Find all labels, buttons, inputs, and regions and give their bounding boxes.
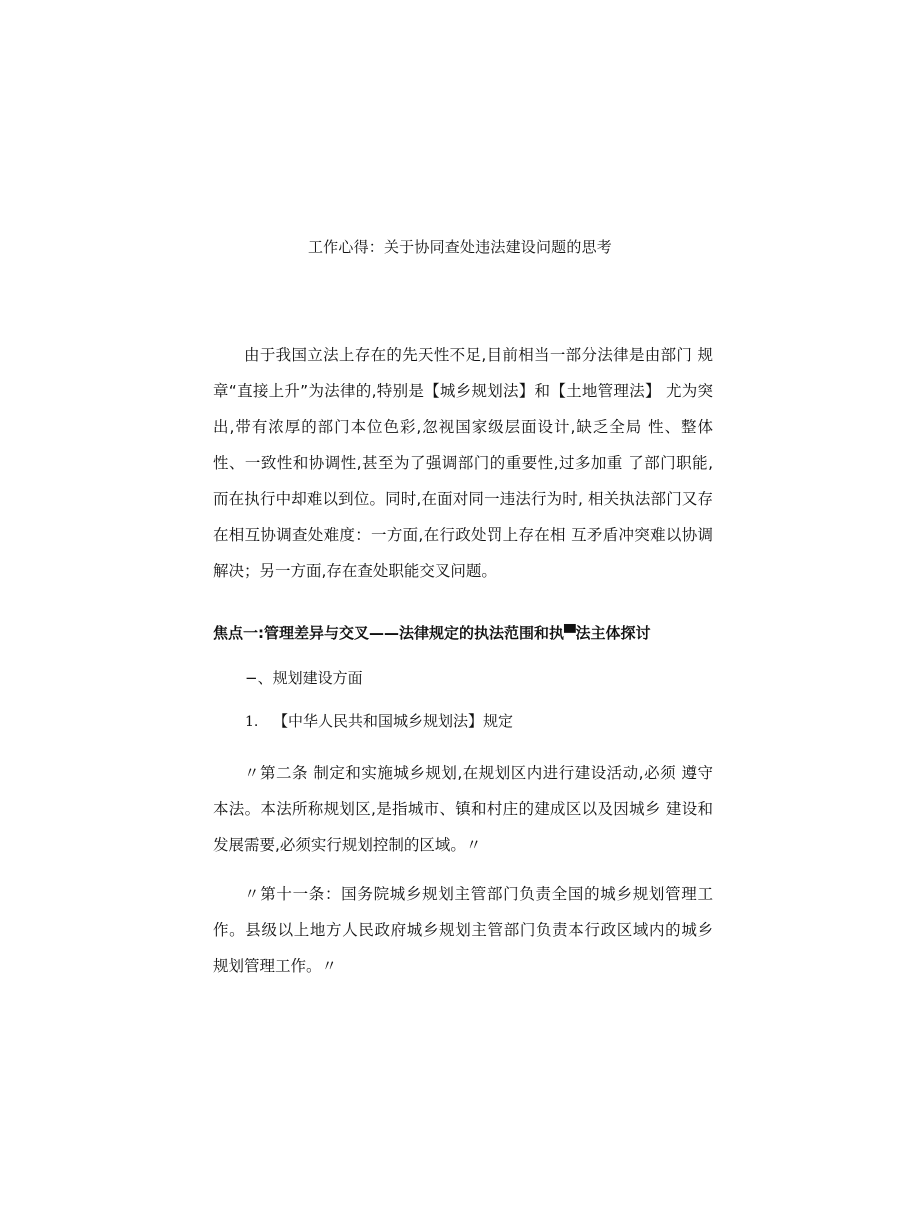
list-item-number: 1. <box>245 714 259 730</box>
intro-paragraph: 由于我国立法上存在的先天性不足,目前相当一部分法律是由部门 规章“直接上升”为法律的,特别是【城乡规划法】和【土地管理法】 尤为突出,带有浓厚的部门本位色彩,忽视国家级层面设计,缺乏全局 性、整体性、一致性和协调性,甚至为了强调部门的重要性,过多加重 了部门职能,而在执行中却难以到位。同时,在面对同一违法行为时, 相关执法部门又存在相互协调查处难度：一方面,在行政处罚上存在相 互矛盾冲突难以协调解决；另一方面,存在查处职能交叉问题。 <box>213 346 713 580</box>
section-heading: −、规划建设方面 <box>245 669 363 687</box>
article-2-paragraph: 〃第二条 制定和实施城乡规划,在规划区内进行建设活动,必须 遵守本法。本法所称规划区,是指城市、镇和村庄的建成区以及因城乡 建设和发展需要,必须实行规划控制的区域。〃 <box>213 764 713 854</box>
article-11-paragraph: 〃第十一条：国务院城乡规划主管部门负责全国的城乡规划管理工 作。县级以上地方人民政府城乡规划主管部门负责本行政区域内的城乡 规划管理工作。〃 <box>213 885 713 975</box>
list-item-law <box>245 710 513 731</box>
list-item-label: 【中华人民共和国城乡规划法】规定 <box>273 712 514 730</box>
document-title: 工作心得：关于协同查处违法建设问题的思考 <box>307 238 612 256</box>
focus-heading: 焦点一:管理差异与交叉——法律规定的执法范围和执▀法主体探讨 <box>213 624 651 642</box>
